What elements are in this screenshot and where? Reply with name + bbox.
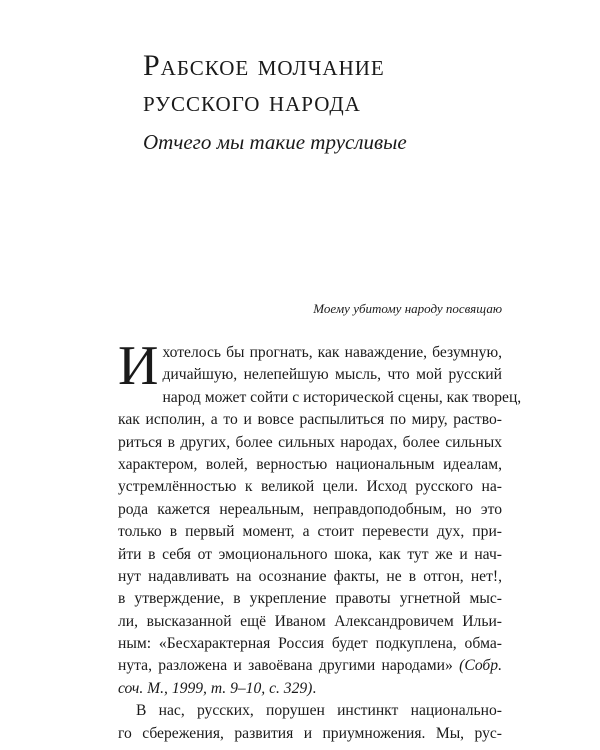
text-line: риться в других, более сильных народах, более сильных [118, 433, 502, 451]
text-line: в утверждение, в укрепление правоты угнетной мыс- [118, 590, 502, 608]
body-text [118, 335, 522, 745]
text-line: ным: «Бесхарактерная Россия будет подкуплена, обма- [118, 635, 502, 653]
chapter-title [143, 48, 563, 120]
text-line: ли, высказанной ещё Иваном Александровичем Ильи- [118, 612, 502, 630]
text-line: характером, волей, верностью национальным идеалам, [118, 455, 502, 473]
citation-period: . [312, 679, 317, 697]
text-line: народ может сойти с исторической сцены, как творец, [162, 388, 522, 406]
text-line: только в первый момент, а стоит перевести дух, при- [118, 523, 502, 541]
text-line: хотелось бы прогнать, как наваждение, безумную, [162, 344, 502, 361]
chapter-subtitle: Отчего мы такие трусливые [143, 130, 407, 154]
drop-cap: И [118, 335, 159, 397]
text-line: го сбережения, развития и приумножения. Мы, рус- [118, 724, 502, 742]
citation-start: (Собр. [459, 657, 502, 675]
paragraph-2 [118, 700, 502, 745]
text-line: как исполин, а то и вовсе распылиться по миру, раство- [118, 411, 502, 429]
chapter-title-line-2: русского народа [143, 85, 361, 118]
text-line-quote-end: нута, разложена и завоёвана другими народами» [118, 657, 453, 675]
text-line: дичайшую, нелепейшую мысль, что мой русский [162, 366, 502, 384]
text-line: нут надавливать на осознание факты, не в отгон, нет!, [118, 567, 502, 585]
text-line-with-citation [118, 655, 502, 677]
text-line: устремлённостью к великой цели. Исход русского на- [118, 478, 502, 496]
text-line: рода кажется нереальным, неправдоподобным, но это [118, 500, 502, 518]
text-line: В нас, русских, порушен инстинкт национально- [136, 702, 502, 720]
citation-line [118, 678, 502, 700]
dedication: Моему убитому народу посвящаю [313, 301, 502, 316]
paragraph-1 [118, 335, 522, 700]
citation-source: соч. М., 1999, т. 9–10, с. 329) [118, 679, 313, 697]
text-line: йти в себя от эмоционального шока, как тут же и нач- [118, 545, 502, 563]
chapter-title-line-1: Рабское молчание [143, 49, 385, 82]
